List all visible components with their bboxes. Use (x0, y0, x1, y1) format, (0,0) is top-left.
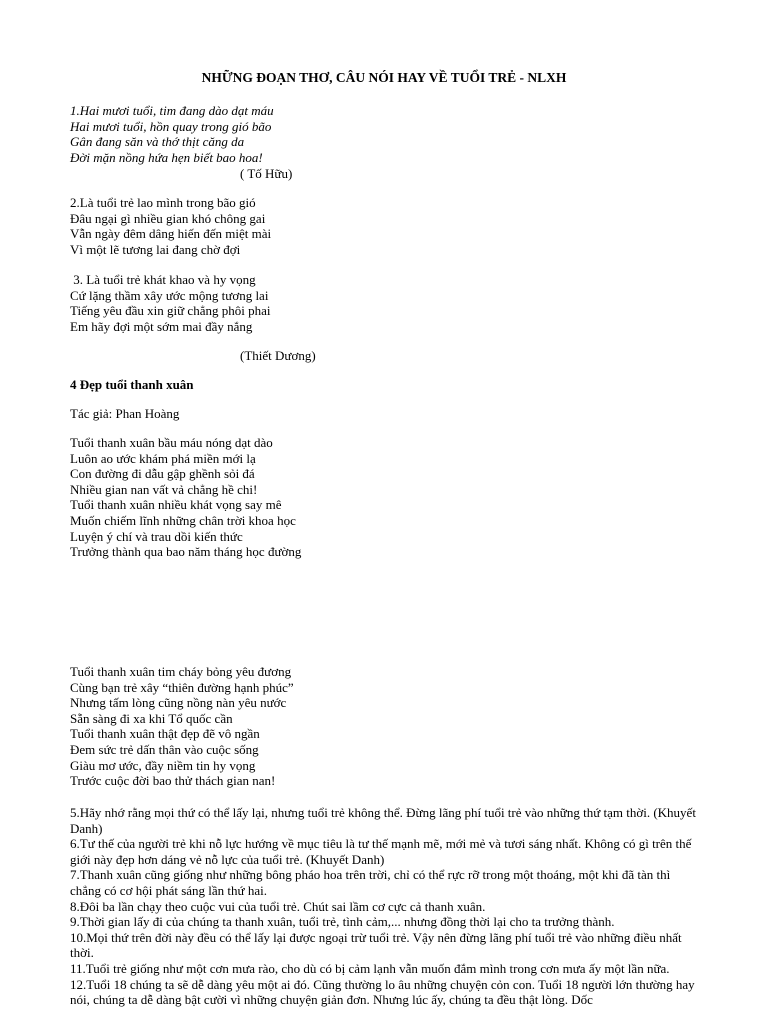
poem-4-author: Tác giả: Phan Hoàng (70, 406, 180, 421)
poem-line: Hai mươi tuổi, hồn quay trong gió bão (70, 118, 272, 134)
poem-line: Sẵn sàng đi xa khi Tổ quốc cần (70, 710, 233, 726)
poem-line: Vẫn ngày đêm dâng hiến đến miệt mài (70, 226, 272, 242)
poem-line: Nhưng tấm lòng cũng nồng nàn yêu nước (70, 695, 287, 711)
quote-item: 9.Thời gian lấy đi của chúng ta thanh xuân, tuổi trẻ, tình cảm,... nhưng đồng thời lại cho ta trưởng thành. (70, 914, 615, 930)
poem-3 (70, 272, 690, 334)
poem-line: Luôn ao ước khám phá miền mới lạ (70, 450, 256, 466)
poem-line: Tuổi thanh xuân tim cháy bỏng yêu đương (70, 664, 292, 679)
poem-4-heading: 4 Đẹp tuổi thanh xuân (70, 377, 194, 392)
poem-line: Tuổi thanh xuân bầu máu nóng dạt dào (70, 435, 273, 450)
poem-line: Gân đang săn và thớ thịt căng da (70, 134, 245, 150)
poem-line: Em hãy đợi một sớm mai đầy nắng (70, 318, 253, 334)
quote-item: 8.Đôi ba lần chạy theo cuộc vui của tuổi trẻ. Chút sai lầm cơ cực cả thanh xuân. (70, 898, 486, 914)
poem-line: Nhiều gian nan vất vả chẳng hề chi! (70, 481, 258, 497)
quote-item: 10.Mọi thứ trên đời này đều có thể lấy lại được ngoại trừ tuổi trẻ. Vậy nên đừng lãng phí tuổi trẻ vào những điều nhất thời. (70, 929, 682, 961)
poem-line: Muốn chiếm lĩnh những chân trời khoa học (70, 512, 296, 528)
quote-item: 12.Tuổi 18 chúng ta sẽ dễ dàng yêu một ai đó. Cũng thường lo âu những chuyện cỏn con. Tuổi 18 người lớn thường hay nói, chúng ta dễ dàng bật cười vì những chuyện giản đơn. Nhưng lúc ấy, chúng ta đều thật lòng. Dốc (70, 976, 695, 1008)
poem-line: Tiếng yêu đầu xin giữ chẳng phôi phai (70, 303, 271, 319)
quote-item: 7.Thanh xuân cũng giống như những bông pháo hoa trên trời, chỉ có thể rực rỡ trong một thoáng, một khi đã tàn thì chẳng có cơ hội phát sáng lần thứ hai. (70, 867, 671, 898)
poem-line: Giàu mơ ước, đầy niềm tin hy vọng (70, 757, 256, 773)
poem-1-credit: ( Tố Hữu) (240, 166, 293, 181)
quote-item: 6.Tư thế của người trẻ khi nỗ lực hướng về mục tiêu là tư thế mạnh mẽ, mới mẻ và tươi sáng nhất. Không có gì trên thế giới này đẹp hơn dáng vẻ nỗ lực của tuổi trẻ. (Khuyết Danh) (70, 836, 692, 867)
poem-line: Đâu ngại gì nhiều gian khó chông gai (70, 210, 266, 226)
poem-line: Tuổi thanh xuân nhiều khát vọng say mê (70, 497, 282, 513)
poem-line: Cùng bạn trẻ xây “thiên đường hạnh phúc” (70, 679, 294, 695)
poem-line: 3. Là tuổi trẻ khát khao và hy vọng (70, 272, 256, 287)
poem-line: Trước cuộc đời bao thử thách gian nan! (70, 773, 276, 789)
poem-line: Vì một lẽ tương lai đang chờ đợi (70, 241, 241, 257)
quote-item: 5.Hãy nhớ rằng mọi thứ có thể lấy lại, nhưng tuổi trẻ không thể. Đừng lãng phí tuổi trẻ vào những thứ tạm thời. (Khuyết Danh) (70, 805, 696, 836)
poem-line: Đem sức trẻ dấn thân vào cuộc sống (70, 741, 259, 757)
quotes-list (70, 805, 696, 1008)
poem-3-credit: (Thiết Dương) (240, 348, 316, 363)
poem-line: Đời mặn nồng hứa hẹn biết bao hoa! (70, 149, 263, 165)
poem-line: Con đường đi dẫu gập ghềnh sỏi đá (70, 466, 255, 482)
poem-line: 2.Là tuổi trẻ lao mình trong bão gió (70, 195, 256, 210)
poem-line: 1.Hai mươi tuổi, tim đang dào dạt máu (70, 103, 274, 118)
poem-line: Tuổi thanh xuân thật đẹp đẽ vô ngần (70, 726, 260, 742)
poem-4-stanza-1 (70, 435, 690, 560)
quote-item: 11.Tuổi trẻ giống như một cơn mưa rào, cho dù có bị cảm lạnh vẫn muốn đắm mình trong cơn mưa ấy một lần nữa. (70, 960, 670, 976)
poem-4-stanza-2 (70, 664, 690, 789)
document-title: NHỮNG ĐOẠN THƠ, CÂU NÓI HAY VỀ TUỔI TRẺ - NLXH (201, 70, 567, 85)
poem-line: Trưởng thành qua bao năm tháng học đường (70, 544, 302, 560)
poem-2 (70, 195, 690, 257)
poem-1 (70, 103, 690, 165)
poem-line: Cứ lặng thầm xây ước mộng tương lai (70, 287, 269, 303)
poem-line: Luyện ý chí và trau dồi kiến thức (70, 528, 243, 544)
